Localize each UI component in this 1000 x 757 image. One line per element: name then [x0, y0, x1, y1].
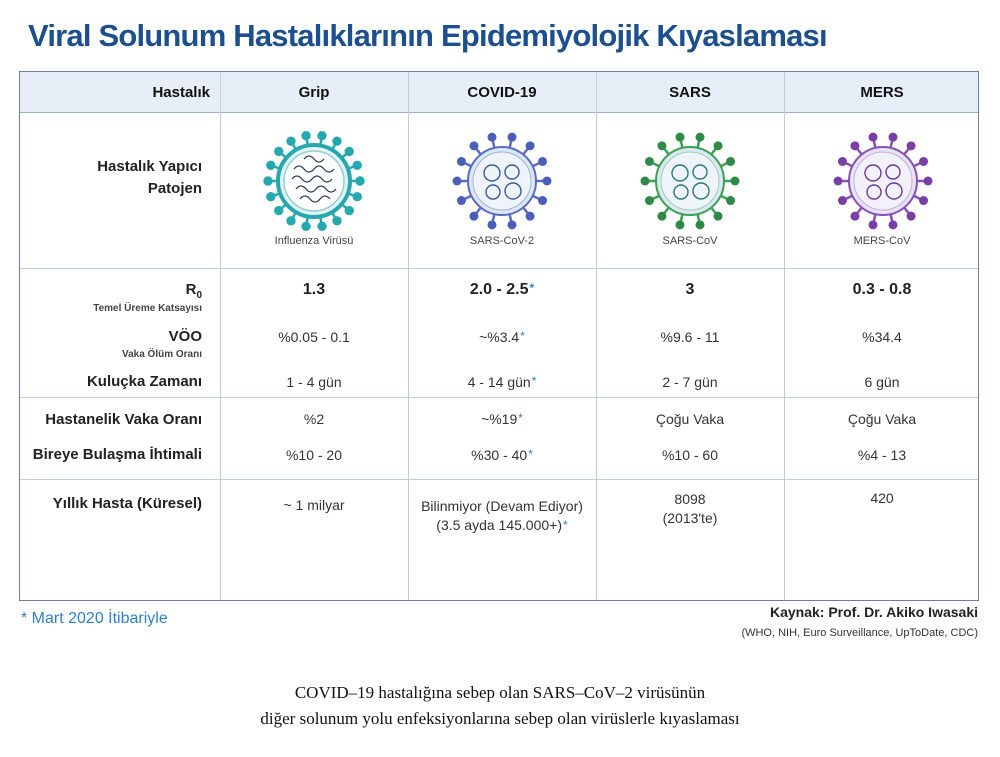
- row-label-r0-desc: Temel Üreme Katsayısı: [93, 303, 202, 314]
- row-label-r0: $R_0$: [185, 281, 202, 301]
- virus-caption-influenza: Influenza Virüsü: [274, 235, 354, 247]
- transmission-grip: %10 - 20: [285, 447, 343, 463]
- header-grip: Grip: [298, 84, 330, 101]
- header-sars: SARS: [669, 84, 711, 101]
- row-label-pathogen-2: Patojen: [147, 180, 202, 197]
- row-label-annual: Yıllık Hasta (Küresel): [52, 495, 202, 512]
- annual-covid19: Bilinmiyor (Devam Ediyor) (3.5 ayda 145.000+)*: [421, 498, 583, 533]
- r0-covid19: 2.0 - 2.5*: [469, 281, 535, 298]
- sars-cov-virus-icon: [638, 129, 742, 233]
- influenza-virus-icon: [262, 129, 366, 233]
- transmission-sars: %10 - 60: [661, 447, 719, 463]
- caption: [0, 680, 1000, 732]
- virus-caption-mers-cov: MERS-CoV: [853, 235, 911, 247]
- transmission-mers: %4 - 13: [857, 447, 907, 463]
- hospital-sars: Çoğu Vaka: [655, 411, 725, 427]
- hospital-covid19: ~%19*: [481, 411, 523, 427]
- footnote-star: *: [529, 281, 535, 295]
- row-label-transmission: Bireye Bulaşma İhtimali: [32, 446, 202, 463]
- header-mers: MERS: [860, 84, 904, 101]
- hospital-mers: Çoğu Vaka: [847, 411, 917, 427]
- virus-caption-sars-cov: SARS-CoV: [662, 235, 718, 247]
- caption-line-1: COVID–19 hastalığına sebep olan SARS–CoV–2 virüsünün: [294, 683, 706, 702]
- virus-caption-sars-cov-2: SARS-CoV-2: [469, 235, 535, 247]
- sars-cov-2-virus-icon: [450, 129, 554, 233]
- r0-sars: 3: [685, 281, 695, 298]
- annual-grip: ~ 1 milyar: [283, 497, 345, 513]
- row-label-incubation: Kuluçka Zamanı: [86, 373, 202, 390]
- source-references: (WHO, NIH, Euro Surveillance, UpToDate, CDC): [741, 627, 978, 639]
- row-label-voo-desc: Vaka Ölüm Oranı: [121, 349, 202, 360]
- incubation-sars: 2 - 7 gün: [662, 374, 718, 390]
- r0-grip: 1.3: [302, 281, 326, 298]
- header-covid19: COVID-19: [467, 84, 537, 101]
- page-title: Viral Solunum Hastalıklarının Epidemiyolojik Kıyaslaması: [28, 18, 827, 53]
- footnote: * Mart 2020 İtibariyle: [21, 610, 168, 627]
- mers-cov-virus-icon: [831, 129, 935, 233]
- row-label-pathogen-1: Hastalık Yapıcı: [97, 158, 202, 175]
- incubation-mers: 6 gün: [864, 374, 900, 390]
- voo-sars: %9.6 - 11: [660, 329, 720, 345]
- row-label-hospital: Hastanelik Vaka Oranı: [45, 411, 202, 428]
- transmission-covid19: %30 - 40*: [471, 447, 533, 463]
- incubation-grip: 1 - 4 gün: [286, 374, 342, 390]
- voo-covid19: ~%3.4*: [479, 329, 525, 345]
- voo-mers: %34.4: [862, 329, 902, 345]
- annual-sars: 8098 (2013'te): [662, 491, 718, 526]
- annual-mers: 420: [870, 490, 894, 506]
- hospital-grip: %2: [303, 411, 325, 427]
- r0-mers: 0.3 - 0.8: [852, 281, 912, 298]
- caption-line-2: diğer solunum yolu enfeksiyonlarına sebep olan virüslerle kıyaslaması: [260, 709, 740, 728]
- voo-grip: %0.05 - 0.1: [278, 329, 350, 345]
- comparison-table: [19, 71, 979, 601]
- row-label-voo: VÖO: [168, 328, 202, 345]
- header-disease: Hastalık: [152, 84, 210, 101]
- source-credit: Kaynak: Prof. Dr. Akiko Iwasaki: [769, 604, 978, 620]
- incubation-covid19: 4 - 14 gün*: [467, 374, 537, 390]
